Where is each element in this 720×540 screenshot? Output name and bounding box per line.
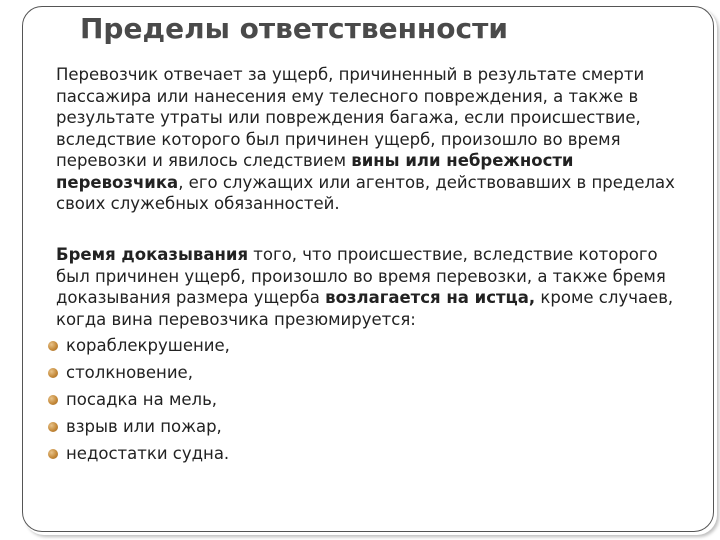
paragraph-text: , его служащих или агентов, действовавших в пределах своих служебных обязанностей.	[56, 172, 675, 213]
list-item-text: кораблекрушение,	[66, 336, 230, 355]
bullet-icon	[48, 422, 58, 432]
list-item	[48, 359, 230, 386]
slide-title: Пределы ответственности	[80, 12, 508, 45]
paragraph-text: Перевозчик отвечает за ущерб, причиненный в результате смерти пассажира или нанесения ему телесного повреждения, а также в результате утраты или повреждения багажа, если происшествие, вследствие которого был причинен ущерб, произошло во время перевозки и явилось следствием	[56, 65, 645, 170]
bullet-icon	[48, 395, 58, 405]
paragraph-carrier-liability	[56, 64, 696, 215]
bullet-list	[48, 332, 230, 467]
list-item	[48, 332, 230, 359]
paragraph-emphasis: Бремя доказывания	[56, 245, 249, 264]
bullet-icon	[48, 341, 58, 351]
list-item-text: взрыв или пожар,	[66, 417, 222, 436]
paragraph-text: кроме случаев, когда вина перевозчика презюмируется:	[56, 288, 674, 329]
bullet-icon	[48, 449, 58, 459]
list-item-text: столкновение,	[66, 363, 193, 382]
paragraph-emphasis: возлагается на истца,	[325, 288, 536, 307]
list-item-text: посадка на мель,	[66, 390, 218, 409]
paragraph-emphasis: вины или небрежности перевозчика	[56, 151, 574, 192]
list-item	[48, 413, 230, 440]
list-item-text: недостатки судна.	[66, 444, 230, 463]
paragraph-burden-of-proof	[56, 244, 696, 330]
paragraph-text: того, что происшествие, вследствие которого был причинен ущерб, произошло во время перевозки, а также бремя доказывания размера ущерба	[56, 245, 666, 307]
bullet-icon	[48, 368, 58, 378]
list-item	[48, 386, 230, 413]
list-item	[48, 440, 230, 467]
